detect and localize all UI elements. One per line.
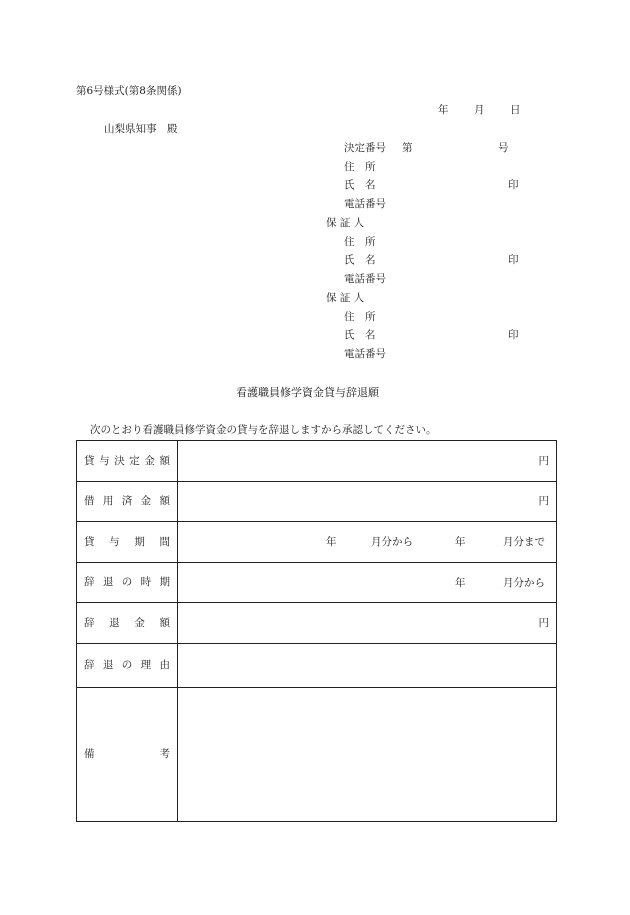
applicant-phone-label: 電話番号 <box>344 198 386 210</box>
table-row <box>77 482 557 522</box>
remarks-label: 備考 <box>84 748 170 761</box>
guarantor-2-address-label: 住 所 <box>344 311 376 323</box>
withdrawal-amount-label: 辞退金額 <box>84 616 170 629</box>
withdrawal-form-table <box>76 440 557 822</box>
decision-number-suffix: 号 <box>498 142 509 154</box>
guarantor-2-phone-label: 電話番号 <box>344 348 386 360</box>
table-row <box>77 441 557 482</box>
loan-period-field[interactable] <box>178 522 557 563</box>
withdrawal-reason-field[interactable] <box>178 644 557 688</box>
table-row <box>77 563 557 603</box>
timing-month-unit: 月分から <box>503 577 545 589</box>
guarantor-2-name-label: 氏 名 <box>344 329 376 341</box>
table-row <box>77 522 557 563</box>
guarantor-1-seal-mark: 印 <box>508 254 519 266</box>
date-year-label: 年 <box>438 104 449 116</box>
row-label-cell <box>77 688 178 822</box>
applicant-seal-mark: 印 <box>508 179 519 191</box>
form-number: 第6号様式(第8条関係) <box>76 85 182 97</box>
guarantor-1-phone-label: 電話番号 <box>344 273 386 285</box>
borrowed-amount-label: 借用済金額 <box>84 495 170 508</box>
row-label-cell <box>77 563 178 603</box>
date-month-label: 月 <box>474 104 485 116</box>
period-to-year-unit: 年 <box>455 536 466 548</box>
addressee: 山梨県知事 殿 <box>104 123 178 135</box>
row-label-cell <box>77 441 178 482</box>
withdrawal-timing-label: 辞退の時期 <box>84 576 170 589</box>
period-to-month-unit: 月分まで <box>503 536 545 548</box>
row-label-cell <box>77 482 178 522</box>
intro-text: 次のとおり看護職員修学資金の貸与を辞退しますから承認してください。 <box>90 424 437 436</box>
row-label-cell <box>77 603 178 644</box>
period-from-month-unit: 月分から <box>371 536 413 548</box>
loan-period-label: 貸与期間 <box>84 535 170 548</box>
yen-unit: 円 <box>538 454 549 467</box>
applicant-address-label: 住 所 <box>344 161 376 173</box>
withdrawal-reason-label: 辞退の理由 <box>84 659 170 672</box>
table-row <box>77 644 557 688</box>
guarantor-1-address-label: 住 所 <box>344 236 376 248</box>
yen-unit: 円 <box>538 495 549 508</box>
decision-number-label: 決定番号 <box>344 142 386 154</box>
table-row <box>77 688 557 822</box>
period-from-year-unit: 年 <box>326 536 337 548</box>
document-title: 看護職員修学資金貸与辞退願 <box>236 386 379 399</box>
withdrawal-timing-field[interactable] <box>178 563 557 603</box>
timing-year-unit: 年 <box>455 577 466 589</box>
row-label-cell <box>77 522 178 563</box>
remarks-field[interactable] <box>178 688 557 822</box>
applicant-name-label: 氏 名 <box>344 179 376 191</box>
guarantor-1-heading: 保 証 人 <box>326 217 365 229</box>
withdrawal-amount-field[interactable] <box>178 603 557 644</box>
borrowed-amount-field[interactable] <box>178 482 557 522</box>
decision-number-prefix: 第 <box>402 142 413 154</box>
guarantor-2-seal-mark: 印 <box>508 329 519 341</box>
yen-unit: 円 <box>538 616 549 629</box>
guarantor-1-name-label: 氏 名 <box>344 254 376 266</box>
guarantor-2-heading: 保 証 人 <box>326 292 365 304</box>
table-row <box>77 603 557 644</box>
date-day-label: 日 <box>510 104 521 116</box>
loan-decision-amount-field[interactable] <box>178 441 557 482</box>
loan-decision-amount-label: 貸与決定金額 <box>84 454 170 467</box>
row-label-cell <box>77 644 178 688</box>
